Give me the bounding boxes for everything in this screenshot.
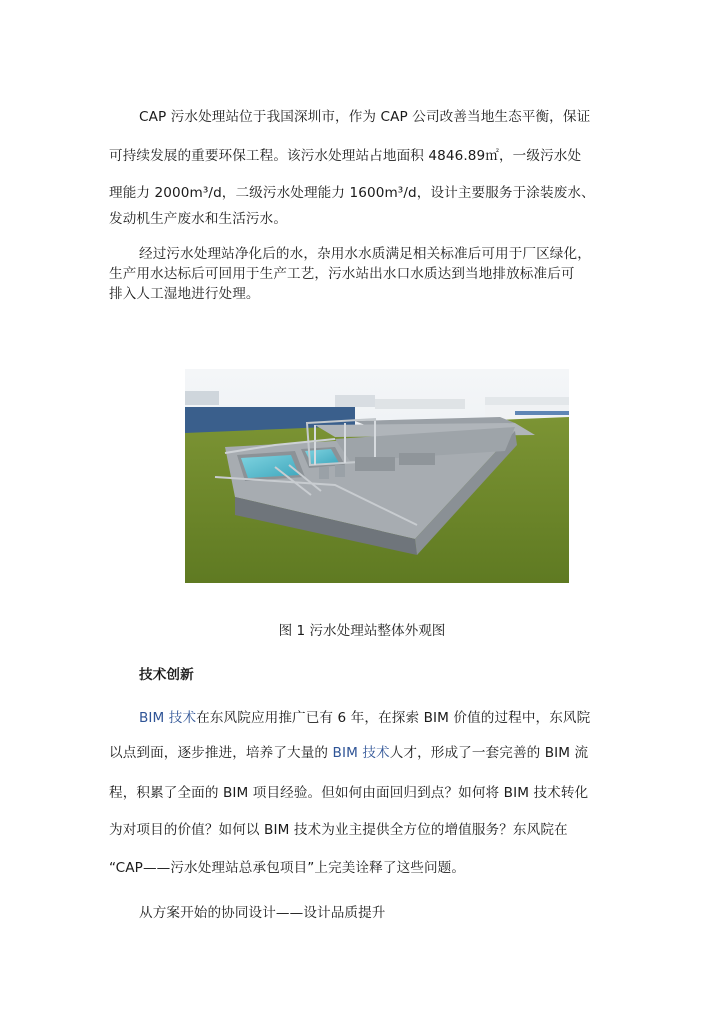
paragraph-line: “CAP——污水处理站总承包项目”上完美诠释了这些问题。	[109, 860, 466, 876]
paragraph-text: 在东风院应用推广已有 6 年，在探索 BIM 价值的过程中，东风院	[196, 710, 591, 726]
paragraph-line	[139, 708, 590, 728]
paragraph-line: 理能力 2000m³/d，二级污水处理能力 1600m³/d，设计主要服务于涂装废水、	[109, 185, 595, 201]
section-heading: 技术创新	[139, 667, 194, 683]
paragraph-line: 可持续发展的重要环保工程。该污水处理站占地面积 4846.89㎡，一级污水处	[109, 148, 582, 164]
bim-technology-link[interactable]: BIM 技术	[139, 710, 197, 726]
paragraph-text: 人才，形成了一套完善的 BIM 流	[389, 745, 589, 761]
paragraph-line: 为对项目的价值？如何以 BIM 技术为业主提供全方位的增值服务？东风院在	[109, 822, 568, 838]
figure-caption: 图 1 污水处理站整体外观图	[278, 623, 446, 639]
paragraph-text: 以点到面，逐步推进，培养了大量的	[109, 745, 333, 761]
paragraph-line: 排入人工湿地进行处理。	[109, 286, 260, 302]
paragraph-line: 发动机生产废水和生活污水。	[109, 211, 288, 227]
subheading: 从方案开始的协同设计——设计品质提升	[139, 905, 386, 921]
paragraph-line: 生产用水达标后可回用于生产工艺，污水站出水口水质达到当地排放标准后可	[109, 266, 575, 282]
paragraph-line: 程，积累了全面的 BIM 项目经验。但如何由面回归到点？如何将 BIM 技术转化	[109, 785, 589, 801]
wastewater-station-rendering	[185, 369, 569, 583]
paragraph-line: 经过污水处理站净化后的水，杂用水水质满足相关标准后可用于厂区绿化，	[139, 246, 591, 262]
paragraph-line	[109, 743, 588, 763]
paragraph-line: CAP 污水处理站位于我国深圳市，作为 CAP 公司改善当地生态平衡，保证	[139, 109, 591, 125]
bim-technology-link[interactable]: BIM 技术	[332, 745, 390, 761]
